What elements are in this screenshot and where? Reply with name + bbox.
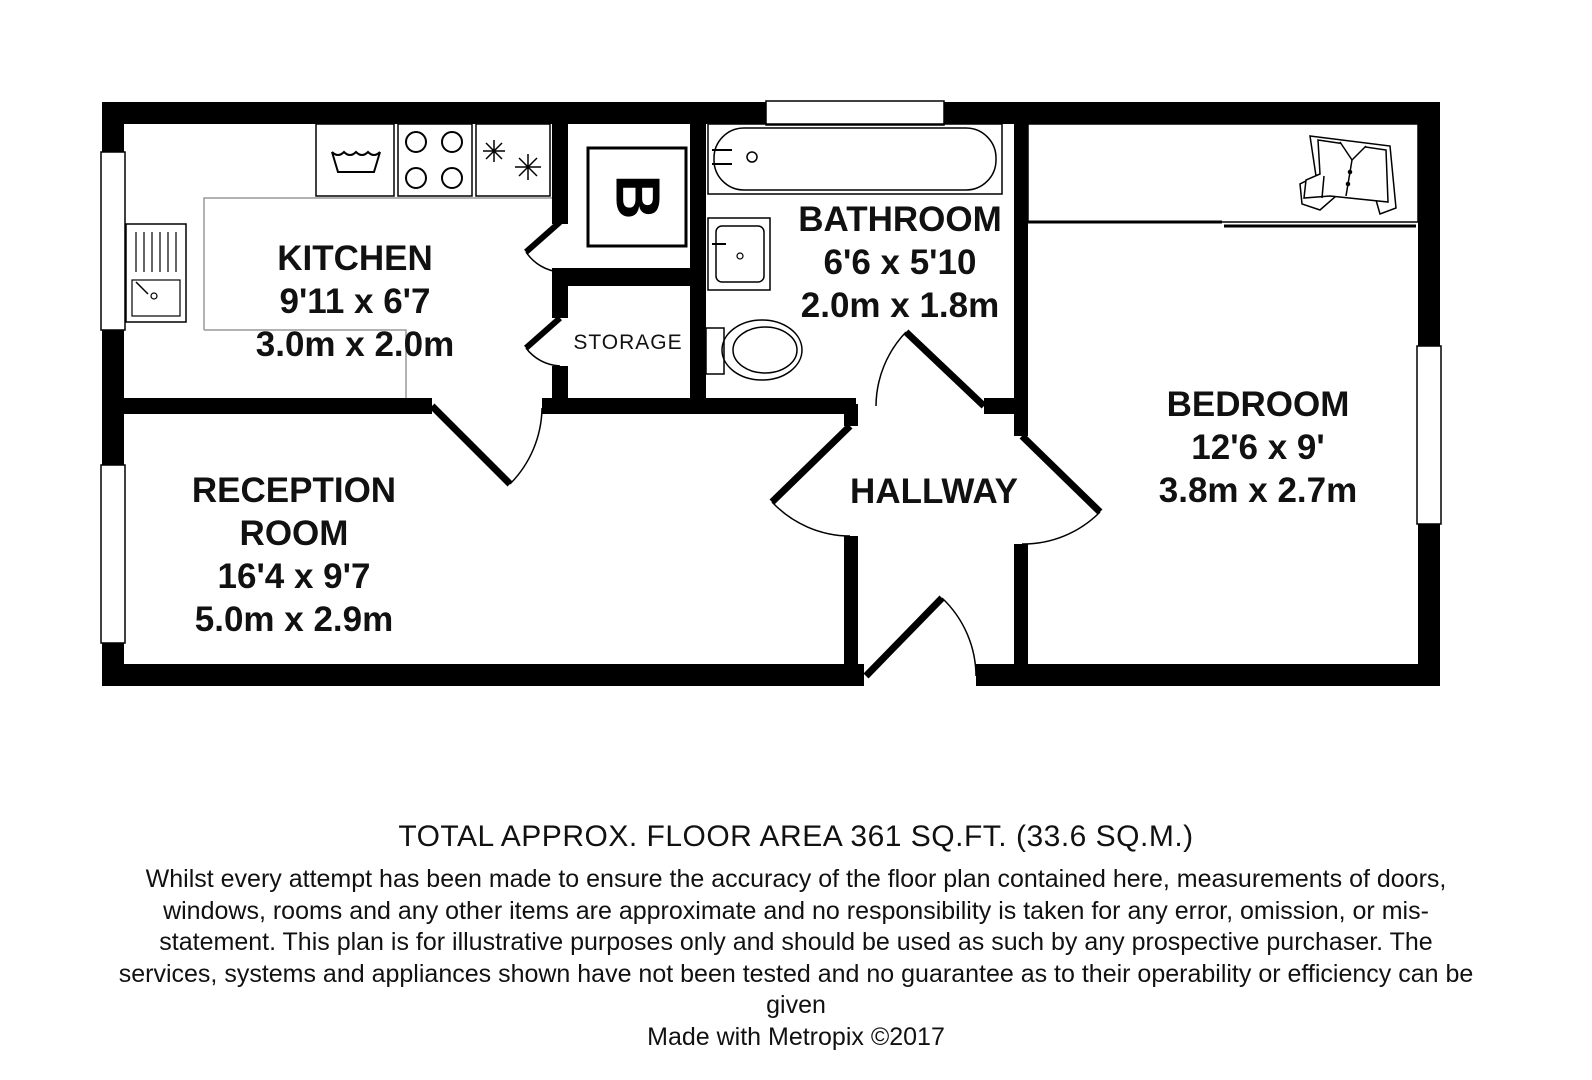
- door-entrance: [866, 598, 976, 676]
- hob-ring: [406, 168, 426, 188]
- boiler: [588, 148, 686, 246]
- metropix-credit: Made with Metropix ©2017: [647, 1022, 945, 1051]
- kitchen-metric: 3.0m x 2.0m: [255, 325, 455, 364]
- label-bathroom: [798, 200, 1002, 325]
- door-bedroom: [1022, 436, 1100, 544]
- hob-ring: [442, 132, 462, 152]
- disclaimer-text: Whilst every attempt has been made to ensure the accuracy of the floor plan contained here, measurements of doors, windows, rooms and any other items are approximate and no responsibility is taken for any error, omission, or mis-statement. This plan is for illustrative purposes only and should be used as such by any prospective purchaser. The services, systems and appliances shown have not been tested and no guarantee as to their operability or efficiency can be given: [118, 865, 1474, 1019]
- reception-imperial: 16'4 x 9'7: [217, 557, 371, 596]
- fridge-freezer: [476, 124, 550, 196]
- label-bedroom: [1159, 385, 1357, 510]
- label-kitchen: [256, 239, 454, 364]
- reception-metric: 5.0m x 2.9m: [194, 600, 394, 639]
- kitchen-imperial: 9'11 x 6'7: [279, 282, 431, 321]
- snowflake-icon: [483, 140, 505, 162]
- kitchen-name: KITCHEN: [277, 239, 433, 278]
- toilet: [706, 320, 802, 380]
- bedroom-metric: 3.8m x 2.7m: [1158, 471, 1358, 510]
- door-cupboard: [526, 222, 560, 272]
- bathroom-name: BATHROOM: [798, 200, 1002, 239]
- wardrobe: [1028, 124, 1418, 226]
- washing-machine: [316, 124, 394, 196]
- label-hallway: HALLWAY: [850, 472, 1018, 511]
- reception-name-line1: RECEPTION: [191, 471, 397, 510]
- window-bathroom: [766, 101, 944, 125]
- door-bathroom: [876, 332, 984, 406]
- kitchen-sink: [126, 224, 186, 322]
- window-bedroom: [1417, 346, 1441, 524]
- bedroom-name: BEDROOM: [1166, 385, 1350, 424]
- window-reception: [101, 465, 125, 643]
- hob-ring: [406, 132, 426, 152]
- bathroom-metric: 2.0m x 1.8m: [800, 286, 1000, 325]
- label-reception: [192, 471, 396, 639]
- reception-name-line2: ROOM: [239, 514, 349, 553]
- shirt-icon: [1300, 136, 1396, 214]
- door-kitchen: [432, 406, 542, 484]
- bathroom-imperial: 6'6 x 5'10: [823, 243, 977, 282]
- door-storage: [526, 318, 560, 366]
- door-reception: [772, 426, 850, 536]
- total-floor-area: TOTAL APPROX. FLOOR AREA 361 SQ.FT. (33.6 SQ.M.): [398, 820, 1194, 853]
- label-storage: STORAGE: [573, 331, 683, 354]
- snowflake-icon: [515, 154, 541, 180]
- boiler-symbol: B: [602, 174, 672, 220]
- window-kitchen: [101, 152, 125, 330]
- hob-ring: [442, 168, 462, 188]
- footer: [0, 820, 1592, 1053]
- bedroom-imperial: 12'6 x 9': [1191, 428, 1325, 467]
- bath: [708, 124, 1002, 194]
